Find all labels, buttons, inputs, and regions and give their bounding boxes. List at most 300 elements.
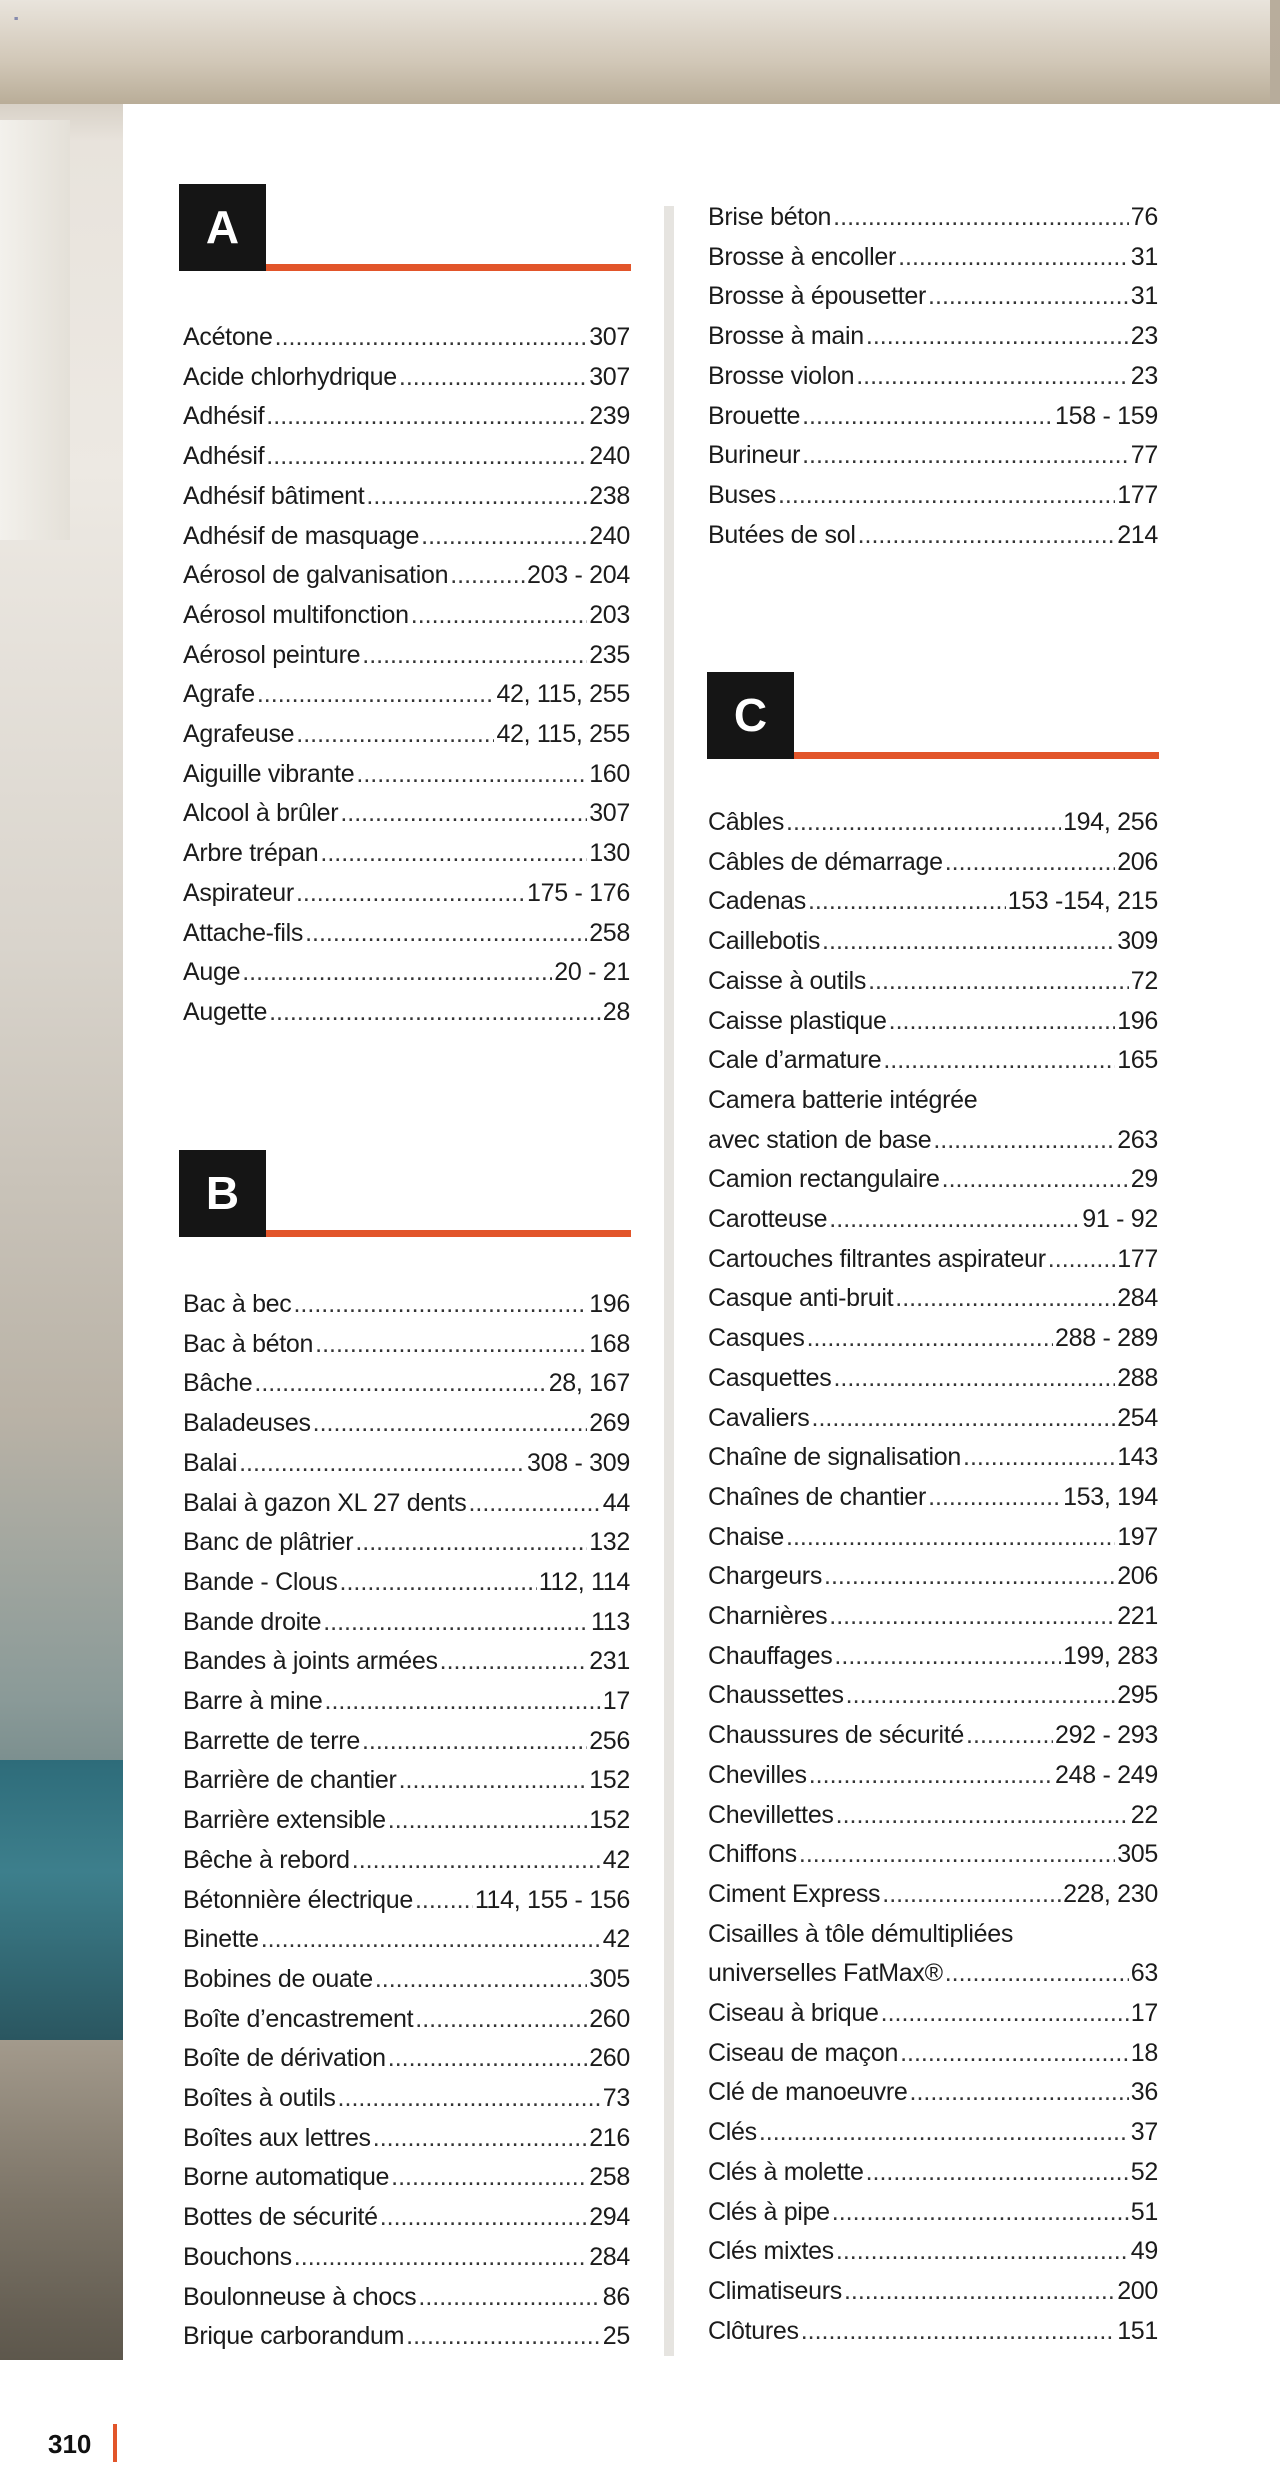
- entry-leader-dots: [799, 1838, 1115, 1870]
- entry-page-ref: 254: [1117, 1403, 1158, 1432]
- entry-leader-dots: [380, 2201, 587, 2233]
- entry-leader-dots: [315, 1328, 587, 1360]
- entry-label: Câbles: [708, 808, 785, 836]
- entry-label: Cadenas: [708, 887, 806, 916]
- section-letter-c: C: [707, 672, 794, 759]
- entry-label: Chargeurs: [708, 1562, 823, 1591]
- section-letter-b: B: [179, 1150, 266, 1237]
- entry-leader-dots: [882, 1878, 1061, 1910]
- entry-page-ref: 228, 230: [1063, 1879, 1158, 1908]
- entry-page-ref: 37: [1130, 2118, 1158, 2147]
- entry-label: Casquettes: [708, 1363, 832, 1392]
- entry-label: Bottes de sécurité: [183, 2203, 378, 2232]
- index-entry: [183, 400, 630, 432]
- index-entry: [183, 2201, 630, 2233]
- index-entry: [183, 2042, 630, 2074]
- entry-page-ref: 200: [1117, 2276, 1158, 2305]
- entry-leader-dots: [356, 758, 587, 790]
- entry-leader-dots: [832, 2196, 1129, 2228]
- background-window: [0, 120, 70, 540]
- index-entry: [183, 1884, 630, 1916]
- entry-page-ref: 168: [589, 1329, 630, 1358]
- entry-label: Clés: [708, 2118, 757, 2147]
- index-entry: [183, 599, 630, 631]
- entry-page-ref: 175 - 176: [527, 878, 630, 907]
- entry-page-ref: 206: [1117, 847, 1158, 876]
- entry-leader-dots: [900, 2037, 1129, 2069]
- index-entry: [708, 1441, 1158, 1473]
- entry-leader-dots: [928, 1481, 1061, 1513]
- entry-leader-dots: [366, 480, 587, 512]
- entry-leader-dots: [889, 1005, 1116, 1037]
- entry-leader-dots: [415, 1884, 473, 1916]
- entry-page-ref: 151: [1117, 2316, 1158, 2345]
- entry-label: Clé de manoeuvre: [708, 2078, 908, 2107]
- entry-label: Bouchons: [183, 2242, 292, 2271]
- entry-label: Balai: [183, 1448, 238, 1477]
- index-entry: [708, 439, 1158, 471]
- entry-page-ref: 152: [589, 1806, 630, 1835]
- entry-page-ref: 132: [589, 1528, 630, 1557]
- index-entry: [708, 1640, 1158, 1672]
- entry-label: Boîte de dérivation: [183, 2044, 386, 2073]
- entry-label: Brosse à main: [708, 322, 864, 351]
- entry-leader-dots: [807, 1322, 1053, 1354]
- index-entry: [183, 559, 630, 591]
- entry-label: Brouette: [708, 401, 801, 430]
- entry-page-ref: 23: [1130, 322, 1158, 351]
- index-entry: [183, 1804, 630, 1836]
- entry-leader-dots: [786, 1521, 1115, 1553]
- entry-leader-dots: [883, 1044, 1115, 1076]
- entry-leader-dots: [296, 877, 525, 909]
- entry-leader-dots: [812, 1402, 1116, 1434]
- index-entry: [708, 201, 1158, 233]
- entry-page-ref: 240: [589, 521, 630, 550]
- section-head-b: [179, 1150, 631, 1240]
- index-entry: [183, 1487, 630, 1519]
- index-entry: [708, 360, 1158, 392]
- entry-leader-dots: [340, 1566, 537, 1598]
- entry-label: Auge: [183, 958, 241, 987]
- index-entry: [183, 1367, 630, 1399]
- entry-leader-dots: [294, 2241, 587, 2273]
- entry-label: Acide chlorhydrique: [183, 362, 397, 391]
- entry-label: Chaussures de sécurité: [708, 1721, 965, 1750]
- index-entry: [183, 2003, 630, 2035]
- entry-page-ref: 206: [1117, 1562, 1158, 1591]
- entry-page-ref: 284: [1117, 1284, 1158, 1313]
- index-entry: [708, 1362, 1158, 1394]
- entry-page-ref: 216: [589, 2123, 630, 2152]
- entry-leader-dots: [340, 797, 587, 829]
- entry-page-ref: 307: [589, 362, 630, 391]
- entry-leader-dots: [802, 400, 1053, 432]
- index-entry: [708, 2076, 1158, 2108]
- entry-label: Burineur: [708, 441, 801, 470]
- entry-label: Cartouches filtrantes aspirateur: [708, 1244, 1046, 1273]
- index-entry: [708, 2235, 1158, 2267]
- section-rule-b: [266, 1230, 631, 1237]
- entry-label: Aérosol peinture: [183, 640, 361, 669]
- entry-leader-dots: [254, 1367, 546, 1399]
- index-entry: [708, 846, 1158, 878]
- entry-page-ref: 42: [602, 1925, 630, 1954]
- entry-leader-dots: [391, 2161, 587, 2193]
- entry-leader-dots: [895, 1282, 1115, 1314]
- entry-label: Adhésif bâtiment: [183, 481, 365, 510]
- entry-leader-dots: [833, 1362, 1115, 1394]
- entry-label: Binette: [183, 1925, 259, 1954]
- entry-page-ref: 91 - 92: [1082, 1205, 1158, 1233]
- index-entry: [708, 1679, 1158, 1711]
- entry-page-ref: 20 - 21: [554, 958, 630, 987]
- entry-page-ref: 238: [589, 481, 630, 510]
- index-entry: [183, 1288, 630, 1320]
- entry-label: Brosse à épousetter: [708, 282, 927, 311]
- index-entry: [183, 2241, 630, 2273]
- entry-page-ref: 288 - 289: [1055, 1324, 1158, 1353]
- entry-page-ref: 239: [589, 402, 630, 431]
- index-entry: [183, 1725, 630, 1757]
- entry-label: Cale d’armature: [708, 1046, 882, 1075]
- entry-leader-dots: [450, 559, 525, 591]
- entry-label: Chevillettes: [708, 1800, 834, 1829]
- entry-page-ref: 248 - 249: [1055, 1760, 1158, 1789]
- index-entry: [183, 480, 630, 512]
- entry-page-ref: 203 - 204: [527, 561, 630, 590]
- index-entry: [183, 1645, 630, 1677]
- entry-label: Bobines de ouate: [183, 1964, 373, 1993]
- entry-label: Barrière extensible: [183, 1806, 386, 1835]
- entry-page-ref: 260: [589, 2004, 630, 2033]
- entry-label: Chiffons: [708, 1840, 797, 1869]
- entry-label: Chaussettes: [708, 1681, 844, 1710]
- entry-leader-dots: [399, 361, 587, 393]
- entry-label: Cavaliers: [708, 1403, 810, 1432]
- entry-label: Chaînes de chantier: [708, 1482, 927, 1511]
- index-entry: [708, 1005, 1158, 1037]
- index-entry: [708, 1521, 1158, 1553]
- background-workbench: [0, 2040, 125, 2360]
- entry-page-ref: 194, 256: [1063, 808, 1158, 836]
- entry-label: Clôtures: [708, 2316, 799, 2345]
- index-entry: [183, 1844, 630, 1876]
- entry-label: Aérosol de galvanisation: [183, 561, 449, 590]
- entry-leader-dots: [411, 599, 587, 631]
- index-entry: [708, 2275, 1158, 2307]
- entry-leader-dots: [898, 241, 1129, 273]
- index-entry: [708, 1759, 1158, 1791]
- entry-page-ref: 25: [602, 2322, 630, 2351]
- entry-label: Chauffages: [708, 1641, 833, 1670]
- entry-leader-dots: [362, 1725, 587, 1757]
- index-entry: [708, 519, 1158, 551]
- entry-leader-dots: [375, 1963, 587, 1995]
- entry-label: Chevilles: [708, 1760, 807, 1789]
- entry-label: Bandes à joints armées: [183, 1647, 438, 1676]
- entry-page-ref: 51: [1130, 2197, 1158, 2226]
- entry-label: Augette: [183, 997, 268, 1026]
- entry-leader-dots: [338, 2082, 601, 2114]
- page-number: 310: [48, 2429, 92, 2459]
- entry-page-ref: 256: [589, 1726, 630, 1755]
- entry-page-ref: 199, 283: [1063, 1641, 1158, 1670]
- entry-label: Ciseau de maçon: [708, 2038, 899, 2067]
- index-entry: [708, 2116, 1158, 2148]
- index-entry: [183, 956, 630, 988]
- entry-label: Barre à mine: [183, 1687, 323, 1715]
- index-entry: [708, 241, 1158, 273]
- index-entry: [708, 1163, 1158, 1195]
- index-entry: [183, 718, 630, 750]
- entry-page-ref: 240: [589, 442, 630, 471]
- entry-label: Bêche à rebord: [183, 1845, 350, 1874]
- entry-label: Arbre trépan: [183, 839, 319, 868]
- entry-leader-dots: [239, 1447, 525, 1479]
- entry-leader-dots: [868, 965, 1129, 997]
- entry-page-ref: 294: [589, 2203, 630, 2232]
- entry-page-ref: 305: [589, 1964, 630, 1993]
- entry-page-ref: 203: [589, 600, 630, 629]
- entry-leader-dots: [801, 2315, 1115, 2347]
- entry-page-ref: 31: [1130, 242, 1158, 271]
- entry-label: Casque anti-bruit: [708, 1284, 894, 1313]
- entry-label: Brise béton: [708, 203, 832, 231]
- entry-leader-dots: [881, 1997, 1129, 2029]
- entry-label: Agrafeuse: [183, 720, 295, 748]
- entry-label: Bande - Clous: [183, 1567, 338, 1596]
- entry-label: Barrière de chantier: [183, 1766, 397, 1795]
- entry-label: Banc de plâtrier: [183, 1528, 354, 1557]
- entry-page-ref: 130: [589, 839, 630, 868]
- index-entry: [183, 877, 630, 909]
- entry-leader-dots: [352, 1844, 601, 1876]
- index-entry: [183, 2161, 630, 2193]
- index-entry: [183, 1685, 630, 1717]
- entry-label: Clés mixtes: [708, 2237, 834, 2266]
- index-entry: [708, 1243, 1158, 1275]
- entry-leader-dots: [323, 1606, 589, 1638]
- entry-page-ref: 221: [1117, 1602, 1158, 1630]
- index-entry: [183, 2281, 630, 2313]
- entry-page-ref: 158 - 159: [1055, 401, 1158, 430]
- entry-page-ref: 196: [589, 1290, 630, 1318]
- entry-leader-dots: [846, 1679, 1116, 1711]
- index-entry: [183, 639, 630, 671]
- entry-page-ref: 309: [1117, 927, 1158, 956]
- entry-label: Carotteuse: [708, 1205, 828, 1233]
- entry-page-ref: 44: [602, 1488, 630, 1517]
- entry-page-ref: 160: [589, 759, 630, 788]
- entry-leader-dots: [266, 400, 587, 432]
- entry-label: Brique carborandum: [183, 2322, 405, 2351]
- entry-label: Chaîne de signalisation: [708, 1443, 962, 1472]
- entry-label: Borne automatique: [183, 2163, 390, 2192]
- entry-label: Butées de sol: [708, 520, 856, 549]
- section-rule-a: [266, 264, 631, 271]
- entry-leader-dots: [388, 1804, 587, 1836]
- entry-page-ref: 49: [1130, 2237, 1158, 2266]
- index-entry: [183, 917, 630, 949]
- index-entry: [183, 1407, 630, 1439]
- entry-leader-dots: [325, 1685, 601, 1717]
- index-entry: [708, 2315, 1158, 2347]
- entry-page-ref: 113: [591, 1607, 630, 1636]
- entry-label: Caisse à outils: [708, 966, 867, 995]
- entry-leader-dots: [421, 520, 587, 552]
- index-entry: [183, 837, 630, 869]
- entry-leader-dots: [822, 925, 1115, 957]
- index-entry: [708, 479, 1158, 511]
- entry-label: Bande droite: [183, 1607, 322, 1636]
- index-entry: [183, 321, 630, 353]
- column-divider: [664, 206, 674, 2356]
- entry-page-ref: 214: [1117, 520, 1158, 549]
- index-entry: [708, 1322, 1158, 1354]
- index-entry: [183, 1606, 630, 1638]
- index-entry: [708, 280, 1158, 312]
- entry-page-ref: 258: [589, 918, 630, 947]
- entry-label: Buses: [708, 480, 776, 509]
- entry-page-ref: 29: [1130, 1165, 1158, 1194]
- entry-leader-dots: [1048, 1243, 1115, 1275]
- entry-label: Brosse violon: [708, 361, 855, 390]
- corner-logo-icon: ≡: [14, 16, 19, 23]
- index-entry: [708, 1084, 1158, 1116]
- entry-page-ref: 177: [1117, 1244, 1158, 1273]
- entry-page-ref: 153, 194: [1063, 1482, 1158, 1511]
- entry-label: avec station de base: [708, 1125, 932, 1154]
- entry-label: universelles FatMax®: [708, 1959, 943, 1988]
- entry-leader-dots: [257, 678, 495, 710]
- index-entry: [708, 885, 1158, 917]
- entry-label: Cisailles à tôle démultipliées: [708, 1919, 1014, 1948]
- entry-leader-dots: [362, 639, 587, 671]
- entry-leader-dots: [406, 2320, 601, 2352]
- entry-leader-dots: [786, 806, 1061, 838]
- entry-leader-dots: [829, 1203, 1080, 1235]
- entry-leader-dots: [313, 1407, 588, 1439]
- entry-page-ref: 263: [1117, 1125, 1158, 1154]
- entry-label: Balai à gazon XL 27 dents: [183, 1488, 467, 1517]
- entry-label: Agrafe: [183, 680, 255, 709]
- index-entry: [708, 965, 1158, 997]
- entry-leader-dots: [275, 321, 588, 353]
- entry-page-ref: 307: [589, 323, 630, 351]
- entry-page-ref: 77: [1130, 441, 1158, 470]
- entry-leader-dots: [242, 956, 552, 988]
- entry-page-ref: 112, 114: [538, 1567, 630, 1596]
- entry-page-ref: 295: [1117, 1681, 1158, 1710]
- entry-leader-dots: [418, 2281, 600, 2313]
- index-entry: [183, 1447, 630, 1479]
- index-entry: [708, 1600, 1158, 1632]
- entry-leader-dots: [858, 519, 1116, 551]
- index-entry: [708, 1838, 1158, 1870]
- entry-page-ref: 22: [1130, 1800, 1158, 1829]
- index-entry: [183, 1764, 630, 1796]
- entry-page-ref: 28: [602, 997, 630, 1026]
- entry-label: Boulonneuse à chocs: [183, 2282, 417, 2311]
- entry-label: Chaise: [708, 1522, 785, 1551]
- index-entry: [183, 520, 630, 552]
- entry-label: Bétonnière électrique: [183, 1885, 413, 1914]
- entry-leader-dots: [266, 440, 587, 472]
- index-entry: [708, 1044, 1158, 1076]
- entry-leader-dots: [296, 718, 494, 750]
- entry-label: Caillebotis: [708, 927, 821, 956]
- entry-label: Barrette de terre: [183, 1726, 360, 1755]
- section-head-a: [179, 184, 631, 274]
- entry-leader-dots: [269, 996, 601, 1028]
- entry-leader-dots: [966, 1719, 1053, 1751]
- entry-leader-dots: [440, 1645, 588, 1677]
- entry-page-ref: 196: [1117, 1006, 1158, 1035]
- background-machine: [0, 1760, 125, 2040]
- entry-page-ref: 63: [1130, 1959, 1158, 1988]
- entry-leader-dots: [856, 360, 1129, 392]
- entry-leader-dots: [945, 1957, 1129, 1989]
- entry-label: Brosse à encoller: [708, 242, 897, 271]
- entry-label: Attache-fils: [183, 918, 304, 947]
- entry-page-ref: 42: [602, 1845, 630, 1874]
- entry-page-ref: 86: [602, 2282, 630, 2311]
- section-rule-c: [794, 752, 1159, 759]
- entry-leader-dots: [834, 1640, 1061, 1672]
- entry-label: Caisse plastique: [708, 1006, 887, 1035]
- entry-page-ref: 177: [1117, 480, 1158, 509]
- entry-page-ref: 152: [589, 1766, 630, 1795]
- index-entry: [183, 440, 630, 472]
- index-entry: [183, 2320, 630, 2352]
- entry-page-ref: 260: [589, 2044, 630, 2073]
- entry-page-ref: 197: [1117, 1522, 1158, 1551]
- entry-label: Câbles de démarrage: [708, 847, 943, 876]
- page-number-bar: [113, 2424, 117, 2462]
- entry-page-ref: 284: [589, 2242, 630, 2271]
- entry-label: Climatiseurs: [708, 2276, 842, 2305]
- index-entry: [708, 1719, 1158, 1751]
- index-entry: [183, 678, 630, 710]
- entry-page-ref: 308 - 309: [527, 1448, 630, 1477]
- index-entry: [708, 1124, 1158, 1156]
- entry-page-ref: 42, 115, 255: [496, 720, 630, 748]
- entry-label: Aiguille vibrante: [183, 759, 355, 788]
- index-entry: [708, 806, 1158, 838]
- entry-label: Boîte d’encastrement: [183, 2004, 414, 2033]
- entry-leader-dots: [808, 885, 1006, 917]
- section-head-c: [707, 672, 1159, 762]
- entry-leader-dots: [809, 1759, 1053, 1791]
- entry-leader-dots: [836, 2235, 1129, 2267]
- entry-leader-dots: [833, 201, 1129, 233]
- entry-leader-dots: [320, 837, 587, 869]
- entry-page-ref: 307: [589, 799, 630, 828]
- index-entry: [183, 1566, 630, 1598]
- entry-page-ref: 31: [1130, 282, 1158, 311]
- entry-page-ref: 36: [1130, 2078, 1158, 2107]
- entry-leader-dots: [802, 439, 1129, 471]
- index-entry: [183, 1963, 630, 1995]
- entry-page-ref: 17: [1130, 1999, 1158, 2027]
- background-ceiling: [0, 0, 1280, 104]
- entry-page-ref: 269: [589, 1409, 630, 1438]
- entry-leader-dots: [910, 2076, 1129, 2108]
- entry-leader-dots: [778, 479, 1115, 511]
- index-entry: [708, 320, 1158, 352]
- entry-page-ref: 305: [1117, 1840, 1158, 1869]
